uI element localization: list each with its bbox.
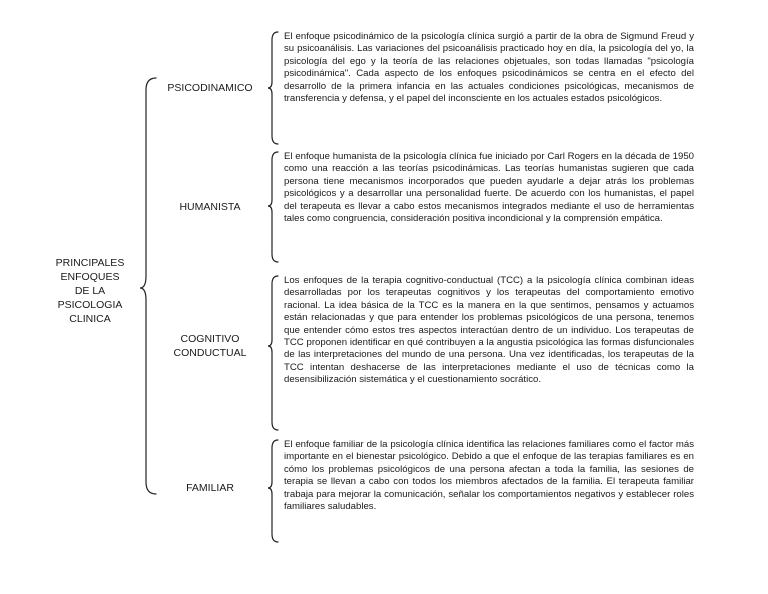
branch-label-cognitivo-conductual	[155, 332, 265, 360]
branch-label-humanista	[155, 200, 265, 214]
main-brace	[140, 78, 156, 494]
brace-familiar	[268, 440, 278, 542]
root-line: ENFOQUES	[60, 271, 120, 283]
branch-label-line: HUMANISTA	[179, 201, 241, 213]
brace-humanista	[268, 152, 278, 262]
branch-label-line: COGNITIVO	[180, 333, 240, 345]
branch-label-psicodinamico	[155, 81, 265, 95]
brace-psicodinamico	[268, 32, 278, 144]
root-line: CLINICA	[69, 313, 111, 325]
root-topic	[40, 256, 140, 326]
branch-text-familiar: El enfoque familiar de la psicología clínica identifica las relaciones familiares como el factor más importante en el bienestar psicológico. Debido a que el enfoque de las terapias familiares es en cómo los problemas psicológicos de una persona afectan a toda la familia, las sesiones de terapia se llevan a cabo con todos los miembros afectados de la familia. El terapeuta familiar trabaja para mejorar la comunicación, señalar los comportamientos negativos y establecer roles familiares saludables.	[284, 439, 694, 513]
branch-label-line: CONDUCTUAL	[173, 347, 247, 359]
branch-text-humanista: El enfoque humanista de la psicología clínica fue iniciado por Carl Rogers en la década de 1950 como una reacción a las teorías psicodinámicas. Las teorías humanistas sugieren que cada persona tiene mecanismos incorporados que pueden ayudarle a dejar atrás los problemas psicológicos y a desarrollar una personalidad fuerte. De acuerdo con los humanistas, el papel del terapeuta es llevar a cabo estos mecanismos integrados mediante el uso de herramientas tales como congruencia, consideración positiva incondicional y la comprensión empática.	[284, 151, 694, 225]
root-line: PRINCIPALES	[55, 257, 125, 269]
root-line: PSICOLOGIA	[57, 299, 123, 311]
branch-text-cognitivo-conductual: Los enfoques de la terapia cognitivo-conductual (TCC) a la psicología clínica combinan ideas desarrolladas por los terapeutas cognitivos y los terapeutas del comportamiento emotivo racional. La idea básica de la TCC es la manera en la que sentimos, pensamos y actuamos están relacionadas y que para entender los problemas psicológicos de una persona, tenemos que entender cómo estos tres aspectos interactúan dentro de un individuo. Los terapeutas de TCC proponen identificar en qué contribuyen a la angustia psicológica las formas disfuncionales de las interpretaciones del mundo de una persona. Una vez identificadas, los terapeutas de la TCC intentan deshacerse de las interpretaciones mediante el uso de técnicas como la desensibilización sistemática y el cuestionamiento socrático.	[284, 275, 694, 386]
branch-label-familiar	[155, 481, 265, 495]
branch-label-line: PSICODINAMICO	[167, 82, 253, 94]
brace-cognitivo	[268, 276, 278, 430]
branch-label-line: FAMILIAR	[186, 482, 234, 494]
root-line: DE LA	[74, 285, 106, 297]
branch-text-psicodinamico: El enfoque psicodinámico de la psicología clínica surgió a partir de la obra de Sigmund Freud y su psicoanálisis. Las variaciones del psicoanálisis practicado hoy en día, la psicología del yo, la psicología del ego y la teoría de las relaciones objetuales, son todas llamadas "psicología psicodinámica". Cada aspecto de los enfoques psicodinámicos se centra en el efecto del desarrollo de la primera infancia en las actuales condiciones psicológicas, mecanismos de transferencia y defensa, y el papel del inconsciente en los actuales estados psicológicos.	[284, 31, 694, 105]
